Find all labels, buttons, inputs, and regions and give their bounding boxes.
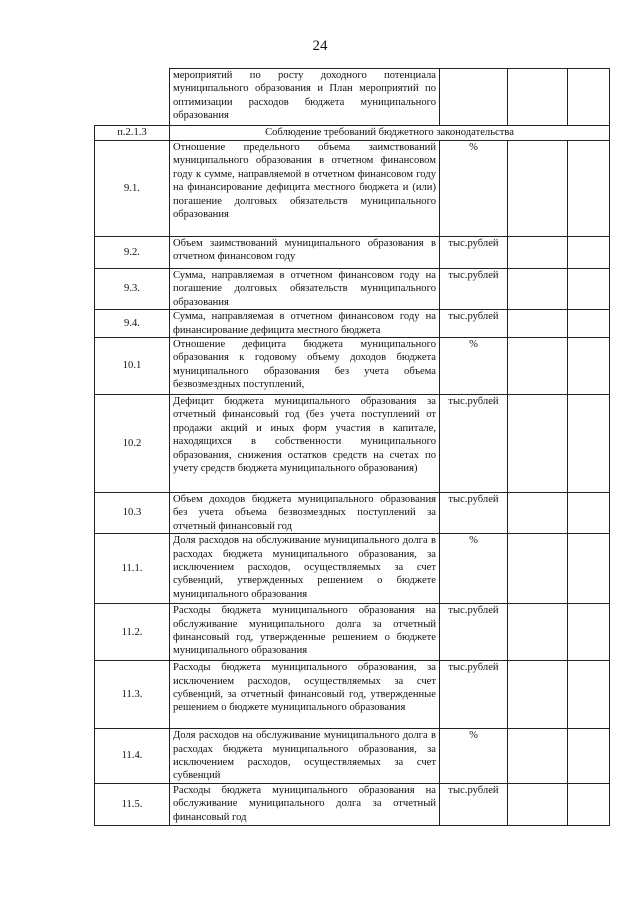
row-value xyxy=(508,493,568,534)
row-unit: тыс.рублей xyxy=(440,237,508,269)
row-description: Объем доходов бюджета муниципального образования без учета объема безвозмездных поступлений за отчетный финансовый год xyxy=(170,493,440,534)
row-description: Сумма, направляемая в отчетном финансовом году на погашение долговых обязательств муниципального образования xyxy=(170,269,440,310)
row-number: 9.1. xyxy=(95,141,170,237)
row-description: Объем заимствований муниципального образования в отчетном финансовом году xyxy=(170,237,440,269)
row-extra xyxy=(568,783,610,825)
row-description: Дефицит бюджета муниципального образования за отчетный финансовый год (без учета поступлений от продажи акций и иных форм участия в капитале, находящихся в собственности муниципального образования, снижения остатков средств на счетах по учету средств бюджета муниципального образования) xyxy=(170,395,440,493)
row-unit: тыс.рублей xyxy=(440,310,508,338)
row-value xyxy=(508,237,568,269)
row-unit: тыс.рублей xyxy=(440,661,508,729)
row-extra xyxy=(568,604,610,661)
table-row xyxy=(95,395,610,493)
row-description: Доля расходов на обслуживание муниципального долга в расходах бюджета муниципального образования, за исключением расходов, осуществляемых за счет субвенций xyxy=(170,729,440,784)
indicators-table xyxy=(94,68,610,826)
row-extra xyxy=(568,395,610,493)
row-description: мероприятий по росту доходного потенциала муниципального образования и План мероприятий по оптимизации расходов бюджета муниципального образования xyxy=(170,69,440,126)
page-number: 24 xyxy=(312,38,328,54)
table-row xyxy=(95,338,610,395)
table-row xyxy=(95,661,610,729)
row-unit: тыс.рублей xyxy=(440,493,508,534)
row-unit: % xyxy=(440,534,508,604)
row-extra xyxy=(568,338,610,395)
row-number: 10.3 xyxy=(95,493,170,534)
row-value xyxy=(508,395,568,493)
row-description: Отношение дефицита бюджета муниципального образования к годовому объему доходов бюджета муниципального образования без учета объема безвозмездных поступлений, xyxy=(170,338,440,395)
row-number: 11.5. xyxy=(95,783,170,825)
row-value xyxy=(508,783,568,825)
row-extra xyxy=(568,269,610,310)
row-description: Расходы бюджета муниципального образования на обслуживание муниципального долга за отчетный финансовый год, утвержденные решением о бюджете муниципального образования xyxy=(170,604,440,661)
row-description: Расходы бюджета муниципального образования, за исключением расходов, осуществляемых за счет субвенций, за отчетный финансовый год, утвержденные решением о бюджете муниципального образования xyxy=(170,661,440,729)
row-extra xyxy=(568,310,610,338)
row-unit: тыс.рублей xyxy=(440,604,508,661)
section-row xyxy=(95,126,610,141)
row-value xyxy=(508,661,568,729)
row-value xyxy=(508,604,568,661)
row-number: 11.3. xyxy=(95,661,170,729)
row-extra xyxy=(568,661,610,729)
row-number: 10.2 xyxy=(95,395,170,493)
row-number: 11.2. xyxy=(95,604,170,661)
row-value xyxy=(508,338,568,395)
table-row xyxy=(95,534,610,604)
row-extra xyxy=(568,141,610,237)
row-number: 9.3. xyxy=(95,269,170,310)
row-value xyxy=(508,310,568,338)
row-value xyxy=(508,269,568,310)
row-unit: тыс.рублей xyxy=(440,395,508,493)
row-extra xyxy=(568,493,610,534)
row-number: 10.1 xyxy=(95,338,170,395)
section-number: п.2.1.3 xyxy=(95,126,170,141)
table-row xyxy=(95,604,610,661)
table-row xyxy=(95,493,610,534)
table-row xyxy=(95,783,610,825)
row-extra xyxy=(568,534,610,604)
continuation-row xyxy=(95,69,610,126)
table-row xyxy=(95,310,610,338)
row-value xyxy=(508,729,568,784)
table-row xyxy=(95,729,610,784)
row-number: 11.1. xyxy=(95,534,170,604)
row-extra xyxy=(568,237,610,269)
row-unit: тыс.рублей xyxy=(440,269,508,310)
row-unit: % xyxy=(440,141,508,237)
row-number: 9.2. xyxy=(95,237,170,269)
row-description: Отношение предельного объема заимствований муниципального образования в отчетном финансовом году к сумме, направляемой в отчетном финансовом году на финансирование дефицита местного бюджета и (или) погашение долговых обязательств муниципального образования xyxy=(170,141,440,237)
row-extra xyxy=(568,729,610,784)
row-number: 11.4. xyxy=(95,729,170,784)
row-description: Сумма, направляемая в отчетном финансовом году на финансирование дефицита местного бюджета xyxy=(170,310,440,338)
row-unit: % xyxy=(440,338,508,395)
table-row xyxy=(95,269,610,310)
row-number: 9.4. xyxy=(95,310,170,338)
section-title: Соблюдение требований бюджетного законодательства xyxy=(170,126,610,141)
row-unit: тыс.рублей xyxy=(440,783,508,825)
row-description: Доля расходов на обслуживание муниципального долга в расходах бюджета муниципального образования, за исключением расходов, осуществляемых за счет субвенций, утвержденных решением о бюджете муниципального образования xyxy=(170,534,440,604)
row-unit: % xyxy=(440,729,508,784)
row-value xyxy=(508,141,568,237)
table-row xyxy=(95,237,610,269)
table-row xyxy=(95,141,610,237)
row-description: Расходы бюджета муниципального образования на обслуживание муниципального долга за отчетный финансовый год xyxy=(170,783,440,825)
row-value xyxy=(508,534,568,604)
